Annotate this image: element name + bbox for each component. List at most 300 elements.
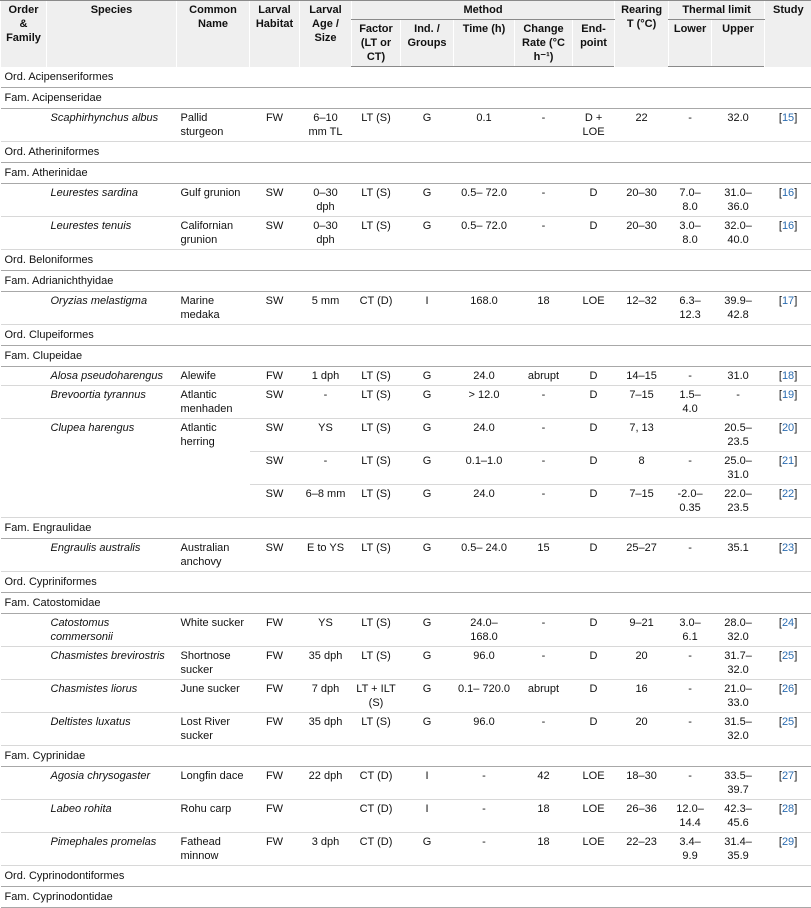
- study-cell: [27]: [765, 767, 811, 800]
- upper-limit-cell: 39.9– 42.8: [712, 292, 765, 325]
- time-cell: > 12.0: [454, 386, 515, 419]
- upper-limit-cell: 32.0– 40.0: [712, 217, 765, 250]
- table-body: [1, 67, 811, 908]
- larval-age-cell: 7 dph: [300, 680, 352, 713]
- ind-groups-cell: G: [401, 833, 454, 866]
- rearing-temp-cell: 25–27: [615, 539, 669, 572]
- table-row: [1, 419, 811, 452]
- study-reference-link[interactable]: 21: [782, 455, 794, 467]
- larval-age-cell: 35 dph: [300, 647, 352, 680]
- change-rate-cell: 18: [515, 833, 573, 866]
- ind-groups-cell: G: [401, 452, 454, 485]
- species-cell: Chasmistes brevirostris: [47, 647, 177, 680]
- header-order-family: Order & Family: [1, 1, 47, 67]
- study-cell: [25]: [765, 713, 811, 746]
- study-reference-link[interactable]: 17: [782, 295, 794, 307]
- order-family-cell: [1, 614, 47, 647]
- change-rate-cell: -: [515, 713, 573, 746]
- upper-limit-cell: 28.0– 32.0: [712, 614, 765, 647]
- header-endpoint: End-point: [573, 20, 615, 67]
- time-cell: 0.5– 24.0: [454, 539, 515, 572]
- family-row: [1, 88, 811, 109]
- upper-limit-cell: 31.0– 36.0: [712, 184, 765, 217]
- factor-cell: CT (D): [352, 767, 401, 800]
- study-cell: [16]: [765, 184, 811, 217]
- change-rate-cell: 15: [515, 539, 573, 572]
- change-rate-cell: abrupt: [515, 680, 573, 713]
- header-study: Study: [765, 1, 811, 67]
- order-family-cell: [1, 386, 47, 419]
- lower-limit-cell: -: [669, 680, 712, 713]
- order-family-cell: [1, 680, 47, 713]
- table-row: [1, 800, 811, 833]
- study-cell: [15]: [765, 109, 811, 142]
- change-rate-cell: 18: [515, 292, 573, 325]
- header-lower: Lower: [669, 20, 712, 67]
- table-row: [1, 217, 811, 250]
- larval-age-cell: 1 dph: [300, 367, 352, 386]
- study-reference-link[interactable]: 27: [782, 770, 794, 782]
- rearing-temp-cell: 20: [615, 647, 669, 680]
- time-cell: 0.1– 720.0: [454, 680, 515, 713]
- larval-age-cell: -: [300, 386, 352, 419]
- factor-cell: LT (S): [352, 109, 401, 142]
- table-row: [1, 647, 811, 680]
- species-cell: Deltistes luxatus: [47, 713, 177, 746]
- study-reference-link[interactable]: 23: [782, 542, 794, 554]
- endpoint-cell: D: [573, 386, 615, 419]
- endpoint-cell: D + LOE: [573, 109, 615, 142]
- factor-cell: LT (S): [352, 452, 401, 485]
- factor-cell: LT (S): [352, 614, 401, 647]
- taxon-group-label: Fam. Cyprinodontidae: [1, 887, 811, 908]
- endpoint-cell: D: [573, 452, 615, 485]
- ind-groups-cell: G: [401, 184, 454, 217]
- larval-age-cell: YS: [300, 614, 352, 647]
- order-row: [1, 250, 811, 271]
- rearing-temp-cell: 22: [615, 109, 669, 142]
- lower-limit-cell: 3.4– 9.9: [669, 833, 712, 866]
- study-reference-link[interactable]: 18: [782, 370, 794, 382]
- factor-cell: CT (D): [352, 292, 401, 325]
- larval-age-cell: [300, 800, 352, 833]
- lower-limit-cell: -2.0– 0.35: [669, 485, 712, 518]
- change-rate-cell: -: [515, 184, 573, 217]
- larval-habitat-cell: SW: [250, 292, 300, 325]
- table-row: [1, 109, 811, 142]
- lower-limit-cell: 3.0– 8.0: [669, 217, 712, 250]
- order-family-cell: [1, 833, 47, 866]
- rearing-temp-cell: 7, 13: [615, 419, 669, 452]
- factor-cell: LT (S): [352, 647, 401, 680]
- common-name-cell: Atlantic herring: [177, 419, 250, 518]
- upper-limit-cell: 31.5– 32.0: [712, 713, 765, 746]
- table-row: [1, 614, 811, 647]
- study-cell: [18]: [765, 367, 811, 386]
- lower-limit-cell: -: [669, 109, 712, 142]
- endpoint-cell: LOE: [573, 800, 615, 833]
- lower-limit-cell: -: [669, 539, 712, 572]
- ind-groups-cell: G: [401, 680, 454, 713]
- species-cell: Labeo rohita: [47, 800, 177, 833]
- header-factor: Factor (LT or CT): [352, 20, 401, 67]
- study-reference-link[interactable]: 24: [782, 617, 794, 629]
- order-family-cell: [1, 292, 47, 325]
- change-rate-cell: 42: [515, 767, 573, 800]
- change-rate-cell: -: [515, 452, 573, 485]
- order-family-cell: [1, 647, 47, 680]
- rearing-temp-cell: 7–15: [615, 485, 669, 518]
- taxon-group-label: Fam. Catostomidae: [1, 593, 811, 614]
- taxon-group-label: Ord. Cypriniformes: [1, 572, 811, 593]
- factor-cell: CT (D): [352, 800, 401, 833]
- taxon-group-label: Ord. Cyprinodontiformes: [1, 866, 811, 887]
- time-cell: 24.0– 168.0: [454, 614, 515, 647]
- change-rate-cell: -: [515, 386, 573, 419]
- header-time: Time (h): [454, 20, 515, 67]
- common-name-cell: Marine medaka: [177, 292, 250, 325]
- time-cell: 24.0: [454, 485, 515, 518]
- larval-age-cell: 6–10 mm TL: [300, 109, 352, 142]
- order-row: [1, 67, 811, 88]
- ind-groups-cell: G: [401, 647, 454, 680]
- species-cell: Scaphirhynchus albus: [47, 109, 177, 142]
- upper-limit-cell: 31.7– 32.0: [712, 647, 765, 680]
- change-rate-cell: 18: [515, 800, 573, 833]
- endpoint-cell: D: [573, 680, 615, 713]
- larval-habitat-cell: FW: [250, 614, 300, 647]
- endpoint-cell: LOE: [573, 767, 615, 800]
- rearing-temp-cell: 20: [615, 713, 669, 746]
- taxon-group-label: Fam. Engraulidae: [1, 518, 811, 539]
- header-larval-habitat: Larval Habitat: [250, 1, 300, 67]
- lower-limit-cell: -: [669, 713, 712, 746]
- time-cell: 24.0: [454, 419, 515, 452]
- larval-age-cell: 0–30 dph: [300, 184, 352, 217]
- upper-limit-cell: 35.1: [712, 539, 765, 572]
- larval-habitat-cell: FW: [250, 367, 300, 386]
- family-row: [1, 271, 811, 292]
- order-row: [1, 572, 811, 593]
- larval-age-cell: 0–30 dph: [300, 217, 352, 250]
- study-reference-link[interactable]: 22: [782, 488, 794, 500]
- common-name-cell: Shortnose sucker: [177, 647, 250, 680]
- larval-age-cell: -: [300, 452, 352, 485]
- species-cell: Agosia chrysogaster: [47, 767, 177, 800]
- factor-cell: LT (S): [352, 367, 401, 386]
- common-name-cell: Atlantic menhaden: [177, 386, 250, 419]
- common-name-cell: Californian grunion: [177, 217, 250, 250]
- order-family-cell: [1, 217, 47, 250]
- study-cell: [24]: [765, 614, 811, 647]
- table-row: [1, 539, 811, 572]
- lower-limit-cell: 7.0– 8.0: [669, 184, 712, 217]
- upper-limit-cell: -: [712, 386, 765, 419]
- species-cell: Catostomus commersonii: [47, 614, 177, 647]
- factor-cell: LT (S): [352, 713, 401, 746]
- taxon-group-label: Fam. Clupeidae: [1, 346, 811, 367]
- larval-age-cell: E to YS: [300, 539, 352, 572]
- rearing-temp-cell: 9–21: [615, 614, 669, 647]
- species-cell: Leurestes sardina: [47, 184, 177, 217]
- time-cell: 96.0: [454, 647, 515, 680]
- study-reference-link[interactable]: 25: [782, 716, 794, 728]
- rearing-temp-cell: 12–32: [615, 292, 669, 325]
- species-cell: Engraulis australis: [47, 539, 177, 572]
- table-row: [1, 713, 811, 746]
- taxon-group-label: Ord. Clupeiformes: [1, 325, 811, 346]
- common-name-cell: Lost River sucker: [177, 713, 250, 746]
- study-cell: [20]: [765, 419, 811, 452]
- table-row: [1, 367, 811, 386]
- study-cell: [29]: [765, 833, 811, 866]
- larval-habitat-cell: SW: [250, 184, 300, 217]
- common-name-cell: Pallid sturgeon: [177, 109, 250, 142]
- taxon-group-label: Fam. Atherinidae: [1, 163, 811, 184]
- family-row: [1, 518, 811, 539]
- upper-limit-cell: 31.4– 35.9: [712, 833, 765, 866]
- larval-age-cell: YS: [300, 419, 352, 452]
- order-family-cell: [1, 767, 47, 800]
- larval-habitat-cell: SW: [250, 539, 300, 572]
- species-cell: Leurestes tenuis: [47, 217, 177, 250]
- upper-limit-cell: 32.0: [712, 109, 765, 142]
- larval-habitat-cell: SW: [250, 419, 300, 452]
- order-row: [1, 142, 811, 163]
- time-cell: -: [454, 800, 515, 833]
- larval-age-cell: 3 dph: [300, 833, 352, 866]
- change-rate-cell: -: [515, 419, 573, 452]
- time-cell: 0.1: [454, 109, 515, 142]
- upper-limit-cell: 21.0– 33.0: [712, 680, 765, 713]
- upper-limit-cell: 25.0– 31.0: [712, 452, 765, 485]
- common-name-cell: Gulf grunion: [177, 184, 250, 217]
- endpoint-cell: LOE: [573, 833, 615, 866]
- study-reference-link[interactable]: 26: [782, 683, 794, 695]
- study-reference-link[interactable]: 20: [782, 422, 794, 434]
- time-cell: 0.5– 72.0: [454, 217, 515, 250]
- factor-cell: LT + ILT (S): [352, 680, 401, 713]
- endpoint-cell: D: [573, 485, 615, 518]
- factor-cell: CT (D): [352, 833, 401, 866]
- lower-limit-cell: -: [669, 367, 712, 386]
- study-reference-link[interactable]: 16: [782, 220, 794, 232]
- ind-groups-cell: G: [401, 217, 454, 250]
- study-cell: [25]: [765, 647, 811, 680]
- order-family-cell: [1, 419, 47, 518]
- upper-limit-cell: 42.3– 45.6: [712, 800, 765, 833]
- ind-groups-cell: I: [401, 767, 454, 800]
- rearing-temp-cell: 20–30: [615, 184, 669, 217]
- rearing-temp-cell: 14–15: [615, 367, 669, 386]
- ind-groups-cell: G: [401, 614, 454, 647]
- study-reference-link[interactable]: 28: [782, 803, 794, 815]
- study-cell: [26]: [765, 680, 811, 713]
- ind-groups-cell: G: [401, 367, 454, 386]
- factor-cell: LT (S): [352, 217, 401, 250]
- table-row: [1, 833, 811, 866]
- order-family-cell: [1, 539, 47, 572]
- study-reference-link[interactable]: 29: [782, 836, 794, 848]
- rearing-temp-cell: 7–15: [615, 386, 669, 419]
- larval-habitat-cell: SW: [250, 386, 300, 419]
- endpoint-cell: LOE: [573, 292, 615, 325]
- upper-limit-cell: 31.0: [712, 367, 765, 386]
- rearing-temp-cell: 16: [615, 680, 669, 713]
- table-row: [1, 292, 811, 325]
- common-name-cell: Alewife: [177, 367, 250, 386]
- upper-limit-cell: 22.0– 23.5: [712, 485, 765, 518]
- header-common-name: Common Name: [177, 1, 250, 67]
- order-family-cell: [1, 713, 47, 746]
- lower-limit-cell: 12.0– 14.4: [669, 800, 712, 833]
- lower-limit-cell: -: [669, 647, 712, 680]
- change-rate-cell: abrupt: [515, 367, 573, 386]
- species-cell: Oryzias melastigma: [47, 292, 177, 325]
- taxon-group-label: Ord. Atheriniformes: [1, 142, 811, 163]
- lower-limit-cell: 6.3– 12.3: [669, 292, 712, 325]
- endpoint-cell: D: [573, 367, 615, 386]
- header-ind-groups: Ind. / Groups: [401, 20, 454, 67]
- taxon-group-label: Ord. Acipenseriformes: [1, 67, 811, 88]
- study-cell: [16]: [765, 217, 811, 250]
- family-row: [1, 746, 811, 767]
- order-family-cell: [1, 109, 47, 142]
- factor-cell: LT (S): [352, 386, 401, 419]
- ind-groups-cell: I: [401, 292, 454, 325]
- lower-limit-cell: [669, 419, 712, 452]
- header-larval-age: Larval Age / Size: [300, 1, 352, 67]
- order-row: [1, 866, 811, 887]
- rearing-temp-cell: 22–23: [615, 833, 669, 866]
- study-reference-link[interactable]: 25: [782, 650, 794, 662]
- study-cell: [23]: [765, 539, 811, 572]
- time-cell: -: [454, 767, 515, 800]
- factor-cell: LT (S): [352, 485, 401, 518]
- study-cell: [19]: [765, 386, 811, 419]
- table-row: [1, 386, 811, 419]
- rearing-temp-cell: 18–30: [615, 767, 669, 800]
- time-cell: 0.5– 72.0: [454, 184, 515, 217]
- family-row: [1, 887, 811, 908]
- table-row: [1, 767, 811, 800]
- upper-limit-cell: 33.5– 39.7: [712, 767, 765, 800]
- time-cell: 168.0: [454, 292, 515, 325]
- common-name-cell: Fathead minnow: [177, 833, 250, 866]
- table-row: [1, 184, 811, 217]
- time-cell: 96.0: [454, 713, 515, 746]
- endpoint-cell: D: [573, 184, 615, 217]
- endpoint-cell: D: [573, 419, 615, 452]
- species-cell: Clupea harengus: [47, 419, 177, 518]
- larval-habitat-cell: SW: [250, 485, 300, 518]
- larval-habitat-cell: FW: [250, 109, 300, 142]
- change-rate-cell: -: [515, 109, 573, 142]
- endpoint-cell: D: [573, 614, 615, 647]
- order-row: [1, 325, 811, 346]
- order-family-cell: [1, 184, 47, 217]
- common-name-cell: June sucker: [177, 680, 250, 713]
- header-thermal-limit: Thermal limit: [669, 1, 765, 20]
- time-cell: 0.1–1.0: [454, 452, 515, 485]
- endpoint-cell: D: [573, 217, 615, 250]
- study-reference-link[interactable]: 19: [782, 389, 794, 401]
- larval-age-cell: 22 dph: [300, 767, 352, 800]
- species-cell: Chasmistes liorus: [47, 680, 177, 713]
- larval-habitat-cell: SW: [250, 452, 300, 485]
- larval-habitat-cell: FW: [250, 680, 300, 713]
- taxon-group-label: Fam. Cyprinidae: [1, 746, 811, 767]
- table-row: [1, 680, 811, 713]
- order-family-cell: [1, 367, 47, 386]
- lower-limit-cell: 3.0– 6.1: [669, 614, 712, 647]
- rearing-temp-cell: 26–36: [615, 800, 669, 833]
- larval-age-cell: 5 mm: [300, 292, 352, 325]
- factor-cell: LT (S): [352, 419, 401, 452]
- study-cell: [28]: [765, 800, 811, 833]
- larval-habitat-cell: FW: [250, 647, 300, 680]
- change-rate-cell: -: [515, 485, 573, 518]
- time-cell: -: [454, 833, 515, 866]
- study-reference-link[interactable]: 16: [782, 187, 794, 199]
- lower-limit-cell: 1.5– 4.0: [669, 386, 712, 419]
- ind-groups-cell: I: [401, 800, 454, 833]
- header-upper: Upper: [712, 20, 765, 67]
- header-species: Species: [47, 1, 177, 67]
- time-cell: 24.0: [454, 367, 515, 386]
- larval-age-cell: 6–8 mm: [300, 485, 352, 518]
- taxon-group-label: Fam. Acipenseridae: [1, 88, 811, 109]
- header-change-rate: Change Rate (°C h⁻¹): [515, 20, 573, 67]
- larval-age-cell: 35 dph: [300, 713, 352, 746]
- family-row: [1, 163, 811, 184]
- species-cell: Alosa pseudoharengus: [47, 367, 177, 386]
- header-rearing-temp: Rearing T (°C): [615, 1, 669, 67]
- taxon-group-label: Ord. Beloniformes: [1, 250, 811, 271]
- study-reference-link[interactable]: 15: [782, 112, 794, 124]
- lower-limit-cell: -: [669, 767, 712, 800]
- taxon-group-label: Fam. Adrianichthyidae: [1, 271, 811, 292]
- common-name-cell: Rohu carp: [177, 800, 250, 833]
- endpoint-cell: D: [573, 713, 615, 746]
- change-rate-cell: -: [515, 614, 573, 647]
- common-name-cell: Longfin dace: [177, 767, 250, 800]
- ind-groups-cell: G: [401, 539, 454, 572]
- ind-groups-cell: G: [401, 713, 454, 746]
- study-cell: [17]: [765, 292, 811, 325]
- larval-habitat-cell: FW: [250, 833, 300, 866]
- larval-habitat-cell: FW: [250, 767, 300, 800]
- header-method: Method: [352, 1, 615, 20]
- upper-limit-cell: 20.5– 23.5: [712, 419, 765, 452]
- lower-limit-cell: -: [669, 452, 712, 485]
- endpoint-cell: D: [573, 647, 615, 680]
- ind-groups-cell: G: [401, 386, 454, 419]
- change-rate-cell: -: [515, 217, 573, 250]
- rearing-temp-cell: 8: [615, 452, 669, 485]
- ind-groups-cell: G: [401, 109, 454, 142]
- larval-habitat-cell: FW: [250, 713, 300, 746]
- ind-groups-cell: G: [401, 419, 454, 452]
- family-row: [1, 346, 811, 367]
- family-row: [1, 593, 811, 614]
- rearing-temp-cell: 20–30: [615, 217, 669, 250]
- factor-cell: LT (S): [352, 184, 401, 217]
- species-cell: Brevoortia tyrannus: [47, 386, 177, 419]
- species-cell: Pimephales promelas: [47, 833, 177, 866]
- common-name-cell: White sucker: [177, 614, 250, 647]
- larval-habitat-cell: FW: [250, 800, 300, 833]
